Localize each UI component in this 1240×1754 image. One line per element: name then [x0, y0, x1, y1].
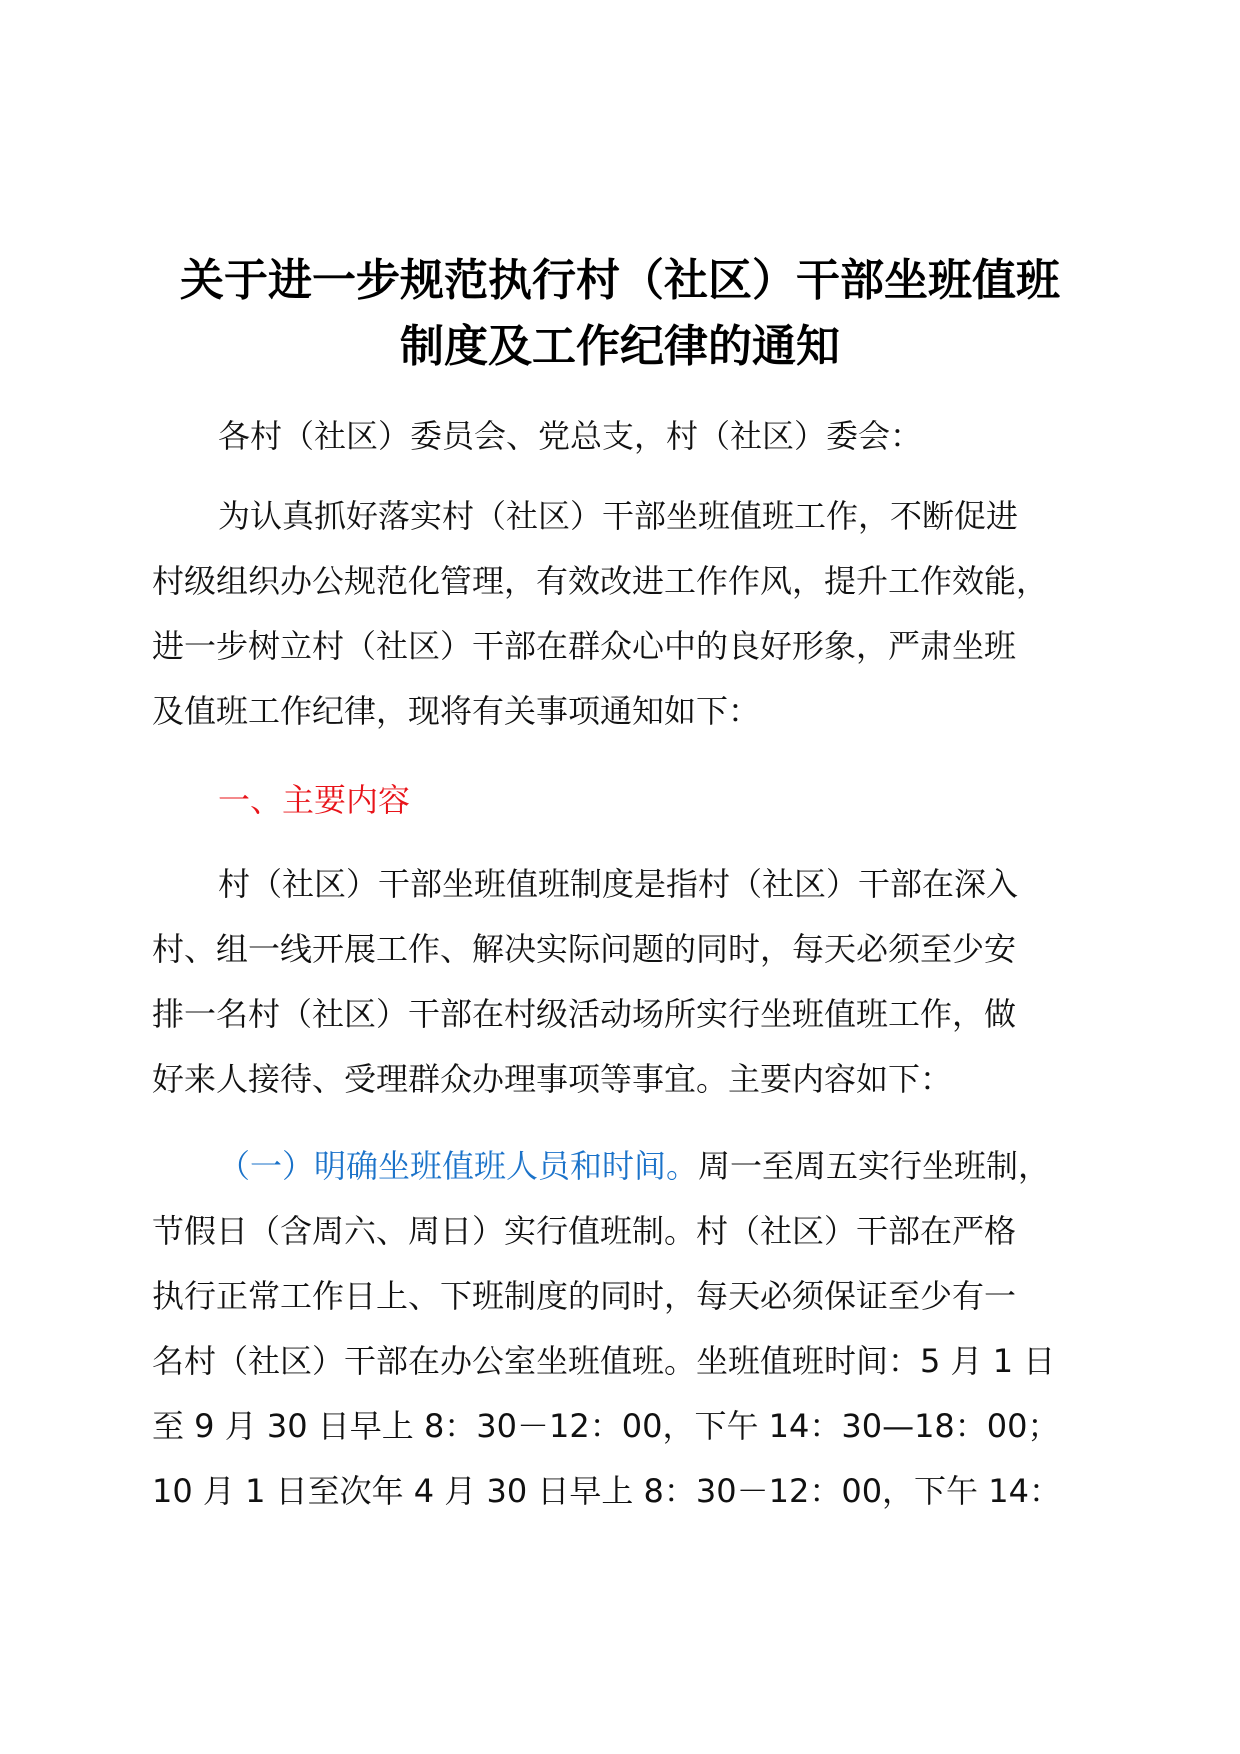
subsection-1-first-line — [152, 1134, 1100, 1199]
subsection-1-heading: （一）明确坐班值班人员和时间。 — [218, 1147, 699, 1185]
subsection-1-first-line-text: 周一至周五实行坐班制， — [698, 1147, 1051, 1185]
intro-line: 及值班工作纪律，现将有关事项通知如下： — [152, 692, 761, 730]
section-1-heading-block — [152, 768, 1100, 833]
intro-line: 进一步树立村（社区）干部在群众心中的良好形象，严肃坐班 — [152, 627, 1017, 665]
document-title — [140, 248, 1100, 380]
subsection-1-line: 名村（社区）干部在办公室坐班值班。坐班值班时间：5 月 1 日 — [152, 1342, 1056, 1380]
intro-line: 村级组织办公规范化管理，有效改进工作作风，提升工作效能， — [152, 562, 1049, 600]
subsection-1-line: 节假日（含周六、周日）实行值班制。村（社区）干部在严格 — [152, 1212, 1017, 1250]
section-1-line: 排一名村（社区）干部在村级活动场所实行坐班值班工作，做 — [152, 995, 1017, 1033]
title-line-1: 关于进一步规范执行村（社区）干部坐班值班 — [180, 255, 1060, 306]
salutation-block — [152, 404, 1100, 469]
subsection-1-line: 10 月 1 日至次年 4 月 30 日早上 8：30－12：00，下午 14： — [152, 1472, 1061, 1510]
subsection-1-line: 执行正常工作日上、下班制度的同时，每天必须保证至少有一 — [152, 1277, 1017, 1315]
section-1-line: 村（社区）干部坐班值班制度是指村（社区）干部在深入 — [218, 865, 1019, 903]
salutation: 各村（社区）委员会、党总支，村（社区）委会： — [218, 417, 923, 455]
section-1-paragraph — [152, 852, 1100, 1112]
title-line-2: 制度及工作纪律的通知 — [400, 321, 840, 372]
intro-line: 为认真抓好落实村（社区）干部坐班值班工作，不断促进 — [218, 497, 1019, 535]
subsection-1-line: 至 9 月 30 日早上 8：30－12：00，下午 14：30—18：00； — [152, 1407, 1060, 1445]
section-1-line: 村、组一线开展工作、解决实际问题的同时，每天必须至少安 — [152, 930, 1017, 968]
intro-paragraph — [152, 484, 1100, 744]
section-1-heading: 一、主要内容 — [218, 781, 411, 819]
section-1-line: 好来人接待、受理群众办理事项等事宜。主要内容如下： — [152, 1060, 953, 1098]
subsection-1-paragraph — [152, 1134, 1100, 1524]
